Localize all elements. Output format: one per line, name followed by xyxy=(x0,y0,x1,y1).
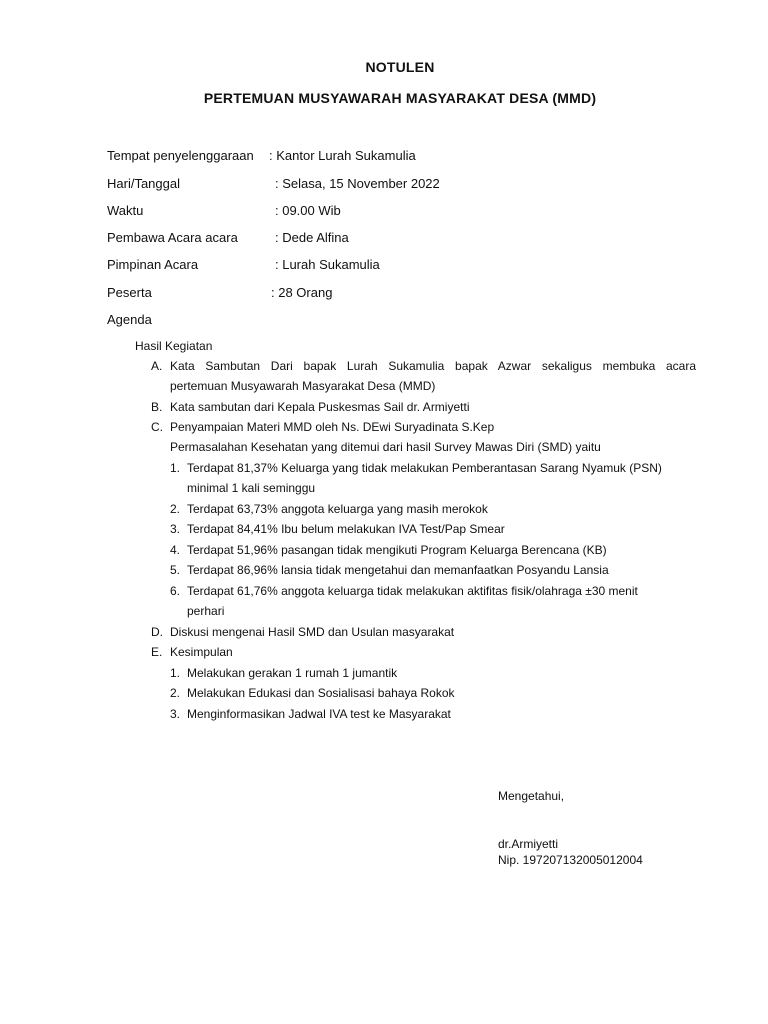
point-e2: Melakukan Edukasi dan Sosialisasi bahaya Rokok xyxy=(187,686,455,700)
point-c3: Terdapat 84,41% Ibu belum melakukan IVA Test/Pap Smear xyxy=(187,522,505,536)
signature-nip: Nip. 197207132005012004 xyxy=(498,853,643,867)
info-label: Waktu xyxy=(107,203,144,218)
info-row-pimpinan-acara xyxy=(107,257,380,272)
info-value: : 28 Orang xyxy=(271,285,333,300)
point-e3: Menginformasikan Jadwal IVA test ke Masyarakat xyxy=(187,707,451,721)
point-number: 5. xyxy=(170,563,181,577)
point-number: 4. xyxy=(170,543,181,557)
document-title: NOTULEN xyxy=(365,59,435,75)
point-number: 6. xyxy=(170,584,181,598)
point-number: 3. xyxy=(170,707,181,721)
point-c1-line2: minimal 1 kali seminggu xyxy=(187,481,316,495)
info-value: : Selasa, 15 November 2022 xyxy=(275,176,440,191)
info-value: : Dede Alfina xyxy=(275,230,349,245)
point-c1-line1: Terdapat 81,37% Keluarga yang tidak melakukan Pemberantasan Sarang Nyamuk (PSN) xyxy=(187,461,662,475)
item-e-text: Kesimpulan xyxy=(170,645,233,659)
info-row-waktu xyxy=(107,203,341,218)
point-c5: Terdapat 86,96% lansia tidak mengetahui dan memanfaatkan Posyandu Lansia xyxy=(187,563,609,577)
point-e1: Melakukan gerakan 1 rumah 1 jumantik xyxy=(187,666,398,680)
item-marker: E. xyxy=(151,645,163,659)
info-row-tempat xyxy=(107,148,416,163)
item-marker: C. xyxy=(151,420,163,434)
hasil-kegiatan-label: Hasil Kegiatan xyxy=(135,339,213,353)
info-label: Tempat penyelenggaraan xyxy=(107,148,254,163)
info-value: : Kantor Lurah Sukamulia xyxy=(269,148,416,163)
point-number: 1. xyxy=(170,666,181,680)
item-d-text: Diskusi mengenai Hasil SMD dan Usulan masyarakat xyxy=(170,625,455,639)
item-a-line2: pertemuan Musyawarah Masyarakat Desa (MMD) xyxy=(170,379,436,393)
info-row-pembawa-acara xyxy=(107,230,349,245)
document-subtitle: PERTEMUAN MUSYAWARAH MASYARAKAT DESA (MMD) xyxy=(203,90,597,106)
agenda-label: Agenda xyxy=(107,312,152,327)
point-c6-line1: Terdapat 61,76% anggota keluarga tidak melakukan aktifitas fisik/olahraga ±30 menit xyxy=(187,584,638,598)
point-c6-line2: perhari xyxy=(187,604,225,618)
info-value: : Lurah Sukamulia xyxy=(275,257,380,272)
point-number: 3. xyxy=(170,522,181,536)
signature-name: dr.Armiyetti xyxy=(498,837,559,851)
info-label: Peserta xyxy=(107,285,152,300)
point-number: 2. xyxy=(170,686,181,700)
info-value: : 09.00 Wib xyxy=(275,203,341,218)
info-label: Pimpinan Acara xyxy=(107,257,199,272)
item-c-intro: Permasalahan Kesehatan yang ditemui dari hasil Survey Mawas Diri (SMD) yaitu xyxy=(170,440,601,454)
item-marker: B. xyxy=(151,400,163,414)
point-number: 1. xyxy=(170,461,181,475)
point-c2: Terdapat 63,73% anggota keluarga yang masih merokok xyxy=(187,502,488,516)
point-c4: Terdapat 51,96% pasangan tidak mengikuti Program Keluarga Berencana (KB) xyxy=(187,543,607,557)
info-row-hari-tanggal xyxy=(107,176,440,191)
item-c-text: Penyampaian Materi MMD oleh Ns. DEwi Suryadinata S.Kep xyxy=(170,420,495,434)
item-marker: A. xyxy=(151,359,163,373)
point-number: 2. xyxy=(170,502,181,516)
info-label: Hari/Tanggal xyxy=(107,176,180,191)
item-marker: D. xyxy=(151,625,163,639)
info-row-peserta xyxy=(107,285,333,300)
info-label: Pembawa Acara acara xyxy=(107,230,238,245)
item-a-line1: Kata Sambutan Dari bapak Lurah Sukamulia bapak Azwar sekaligus membuka acara xyxy=(170,359,696,373)
item-b-text: Kata sambutan dari Kepala Puskesmas Sail dr. Armiyetti xyxy=(170,400,470,414)
signature-label: Mengetahui, xyxy=(498,789,565,803)
